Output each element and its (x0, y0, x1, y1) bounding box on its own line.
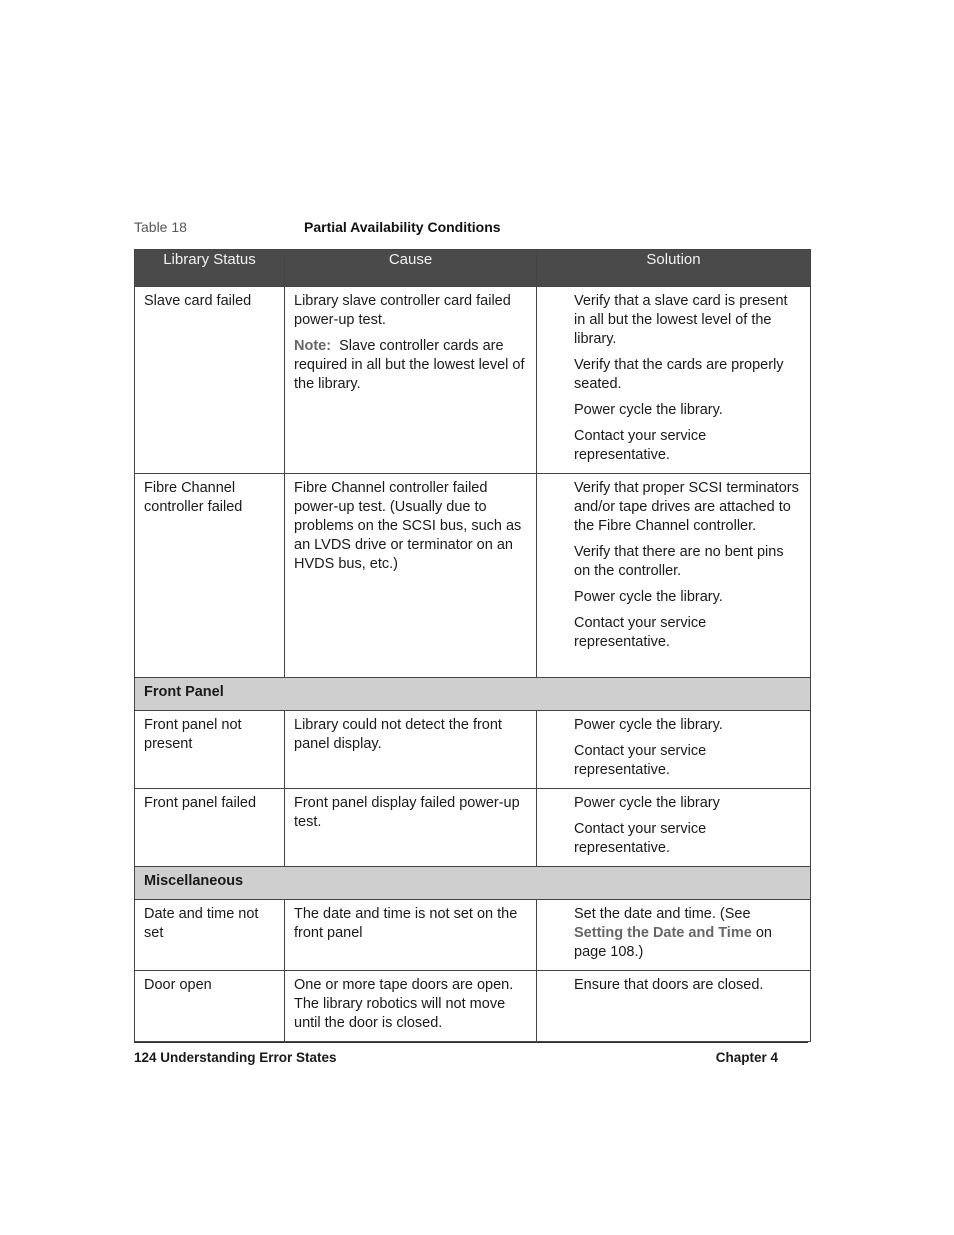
solution-item: Verify that proper SCSI terminators and/or tape drives are attached to the Fibre Channel controller. (574, 480, 799, 534)
table-row (135, 287, 811, 474)
solution-cell (537, 711, 811, 789)
note-label: Note: (294, 338, 332, 354)
table-row (135, 474, 811, 678)
section-row-miscellaneous (135, 867, 811, 900)
section-row-front-panel (135, 678, 811, 711)
cause-cell (285, 971, 537, 1042)
cause-cell (285, 711, 537, 789)
table-row (135, 711, 811, 789)
table-header-row (135, 250, 811, 287)
status-cell: Front panel failed (135, 789, 285, 867)
partial-availability-table (134, 249, 811, 1042)
section-label: Miscellaneous (135, 867, 811, 900)
status-cell: Door open (135, 971, 285, 1042)
status-cell: Fibre Channel controller failed (135, 474, 285, 678)
cause-text: The date and time is not set on the front panel (294, 906, 518, 941)
cause-text: Library slave controller card failed power-up test. (294, 293, 511, 328)
solution-item (574, 905, 802, 962)
section-label: Front Panel (135, 678, 811, 711)
solution-item: Contact your service representative. (574, 821, 707, 856)
solution-item: Contact your service representative. (574, 615, 707, 650)
solution-suffix: on page 108.) (574, 925, 772, 960)
cause-text: One or more tape doors are open. The library robotics will not move until the door is closed. (294, 977, 514, 1031)
solution-cell (537, 900, 811, 971)
cause-cell (285, 287, 537, 474)
cause-cell (285, 474, 537, 678)
header-cause: Cause (285, 250, 537, 287)
solution-item: Power cycle the library (574, 795, 720, 811)
solution-item: Verify that there are no bent pins on the controller. (574, 544, 784, 579)
footer-rule (134, 1042, 808, 1043)
cause-text: Fibre Channel controller failed power-up test. (Usually due to problems on the SCSI bus, such as an LVDS drive or terminator on an HVDS bus, etc.) (294, 480, 522, 572)
status-cell: Date and time not set (135, 900, 285, 971)
table-title: Partial Availability Conditions (304, 219, 501, 235)
solution-cell (537, 287, 811, 474)
solution-cell (537, 789, 811, 867)
cross-reference-link[interactable]: Setting the Date and Time (574, 925, 752, 941)
table-row (135, 900, 811, 971)
table-number: Table 18 (134, 219, 187, 235)
cause-cell (285, 900, 537, 971)
solution-prefix: Set the date and time. (See (574, 906, 751, 922)
cause-cell (285, 789, 537, 867)
solution-item: Ensure that doors are closed. (574, 977, 764, 993)
note-text: Slave controller cards are required in all but the lowest level of the library. (294, 338, 525, 392)
solution-item: Power cycle the library. (574, 717, 723, 733)
cause-text: Front panel display failed power-up test. (294, 795, 520, 830)
header-library-status: Library Status (135, 250, 285, 287)
table-caption (134, 219, 810, 239)
header-solution: Solution (537, 250, 811, 287)
status-cell: Slave card failed (135, 287, 285, 474)
table-row (135, 971, 811, 1042)
status-cell: Front panel not present (135, 711, 285, 789)
solution-item: Verify that a slave card is present in all but the lowest level of the library. (574, 293, 788, 347)
solution-item: Power cycle the library. (574, 589, 723, 605)
footer-page-section: 124 Understanding Error States (134, 1050, 337, 1065)
solution-item: Power cycle the library. (574, 402, 723, 418)
solution-cell (537, 971, 811, 1042)
table-row (135, 789, 811, 867)
cause-note (294, 337, 527, 394)
solution-cell (537, 474, 811, 678)
solution-item: Contact your service representative. (574, 743, 707, 778)
solution-item: Contact your service representative. (574, 428, 707, 463)
footer-chapter: Chapter 4 (715, 1050, 778, 1065)
cause-text: Library could not detect the front panel display. (294, 717, 502, 752)
solution-item: Verify that the cards are properly seated. (574, 357, 784, 392)
